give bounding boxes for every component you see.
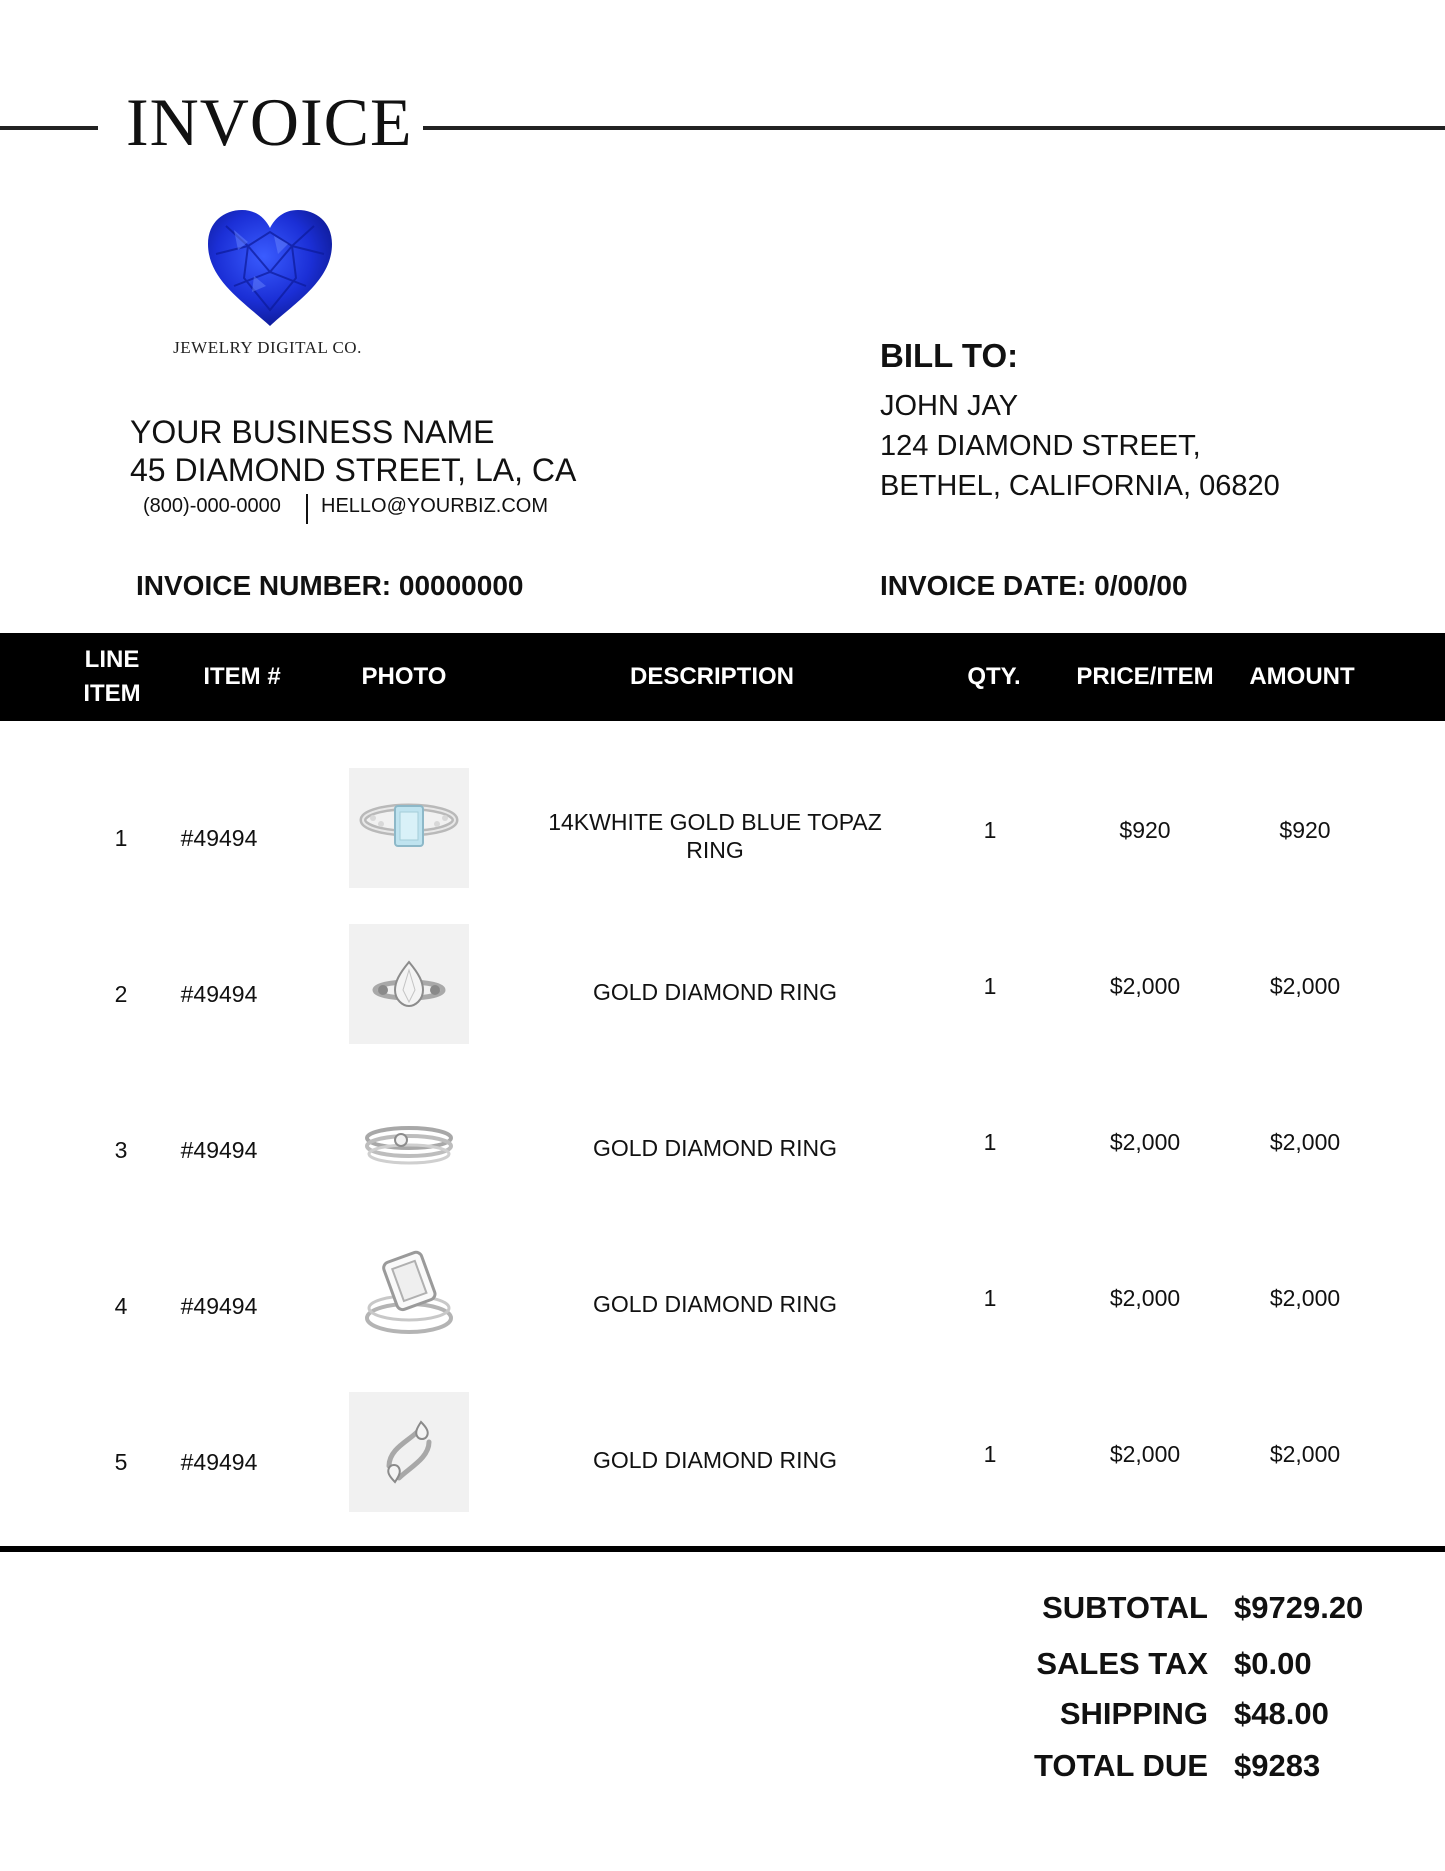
header-line-item-2: ITEM [83, 680, 141, 707]
subtotal-value: $9729.20 [1234, 1590, 1364, 1625]
header-description: DESCRIPTION [629, 663, 794, 690]
header-line-item-1: LINE [84, 646, 140, 673]
row-price: $2,000 [1109, 1129, 1181, 1155]
row-description-line-1: GOLD DIAMOND RING [592, 1291, 838, 1317]
row-line-number: 3 [114, 1137, 128, 1163]
row-item-number: #49494 [180, 1137, 258, 1163]
row-qty: 1 [983, 1129, 997, 1155]
table-row [0, 1070, 1445, 1226]
row-amount: $2,000 [1269, 973, 1341, 999]
row-description-line-2: RING [686, 837, 744, 863]
row-line-number: 4 [114, 1293, 128, 1319]
business-email: HELLO@YOURBIZ.COM [321, 495, 549, 517]
header-amount: AMOUNT [1249, 663, 1355, 690]
table-row [0, 758, 1445, 914]
table-row [0, 914, 1445, 1070]
business-name: YOUR BUSINESS NAME [130, 414, 495, 450]
row-line-number: 1 [114, 825, 128, 851]
bill-to-heading: BILL TO: [880, 337, 1019, 374]
invoice-date: INVOICE DATE: 0/00/00 [880, 570, 1188, 601]
bill-to-name: JOHN JAY [880, 390, 1019, 422]
header-photo: PHOTO [361, 663, 447, 690]
table-row [0, 1226, 1445, 1382]
row-qty: 1 [983, 973, 997, 999]
shipping-label: SHIPPING [1059, 1696, 1208, 1731]
sales-tax-value: $0.00 [1234, 1646, 1312, 1681]
business-phone: (800)-000-0000 [143, 495, 281, 517]
row-qty: 1 [983, 817, 997, 843]
row-price: $920 [1119, 817, 1171, 843]
row-description-line-1: 14KWHITE GOLD BLUE TOPAZ [548, 809, 882, 835]
table-row [0, 1382, 1445, 1538]
business-address: 45 DIAMOND STREET, LA, CA [130, 452, 577, 488]
row-line-number: 2 [114, 981, 128, 1007]
row-price: $2,000 [1109, 973, 1181, 999]
row-qty: 1 [983, 1285, 997, 1311]
row-amount: $2,000 [1269, 1129, 1341, 1155]
row-amount: $2,000 [1269, 1441, 1341, 1467]
row-item-number: #49494 [180, 1449, 258, 1475]
total-due-value: $9283 [1234, 1748, 1321, 1783]
invoice-number: INVOICE NUMBER: 00000000 [136, 570, 524, 601]
table-bottom-rule [0, 1546, 1445, 1552]
shipping-value: $48.00 [1234, 1696, 1329, 1731]
total-due-label: TOTAL DUE [1034, 1748, 1208, 1783]
row-price: $2,000 [1109, 1441, 1181, 1467]
open-pear-diamond-ring-photo [349, 1392, 469, 1512]
title-rule-right [423, 126, 1445, 130]
title-rule-left [0, 126, 98, 130]
row-qty: 1 [983, 1441, 997, 1467]
header-price: PRICE/ITEM [1076, 663, 1214, 690]
row-description-line-1: GOLD DIAMOND RING [592, 1447, 838, 1473]
row-amount: $2,000 [1269, 1285, 1341, 1311]
page-title: INVOICE [126, 84, 413, 160]
header-item-number: ITEM # [203, 663, 281, 690]
row-item-number: #49494 [180, 825, 258, 851]
row-item-number: #49494 [180, 981, 258, 1007]
table-header [0, 633, 1445, 721]
logo-text: JEWELRY DIGITAL CO. [173, 338, 362, 357]
row-amount: $920 [1279, 817, 1331, 843]
subtotal-label: SUBTOTAL [1042, 1590, 1208, 1625]
blue-topaz-ring-photo [349, 768, 469, 888]
bill-to-city: BETHEL, CALIFORNIA, 06820 [880, 470, 1280, 502]
pear-diamond-ring-photo [349, 924, 469, 1044]
row-item-number: #49494 [180, 1293, 258, 1319]
row-description-line-1: GOLD DIAMOND RING [592, 979, 838, 1005]
bill-to-street: 124 DIAMOND STREET, [880, 430, 1201, 462]
row-price: $2,000 [1109, 1285, 1181, 1311]
contact-divider [306, 494, 308, 524]
blue-heart-gem-icon [204, 206, 336, 330]
row-description-line-1: GOLD DIAMOND RING [592, 1135, 838, 1161]
sales-tax-label: SALES TAX [1036, 1646, 1208, 1681]
row-line-number: 5 [114, 1449, 128, 1475]
header-qty: QTY. [967, 663, 1021, 690]
wrap-diamond-ring-photo [349, 1080, 469, 1200]
emerald-cut-halo-ring-photo [349, 1234, 469, 1354]
